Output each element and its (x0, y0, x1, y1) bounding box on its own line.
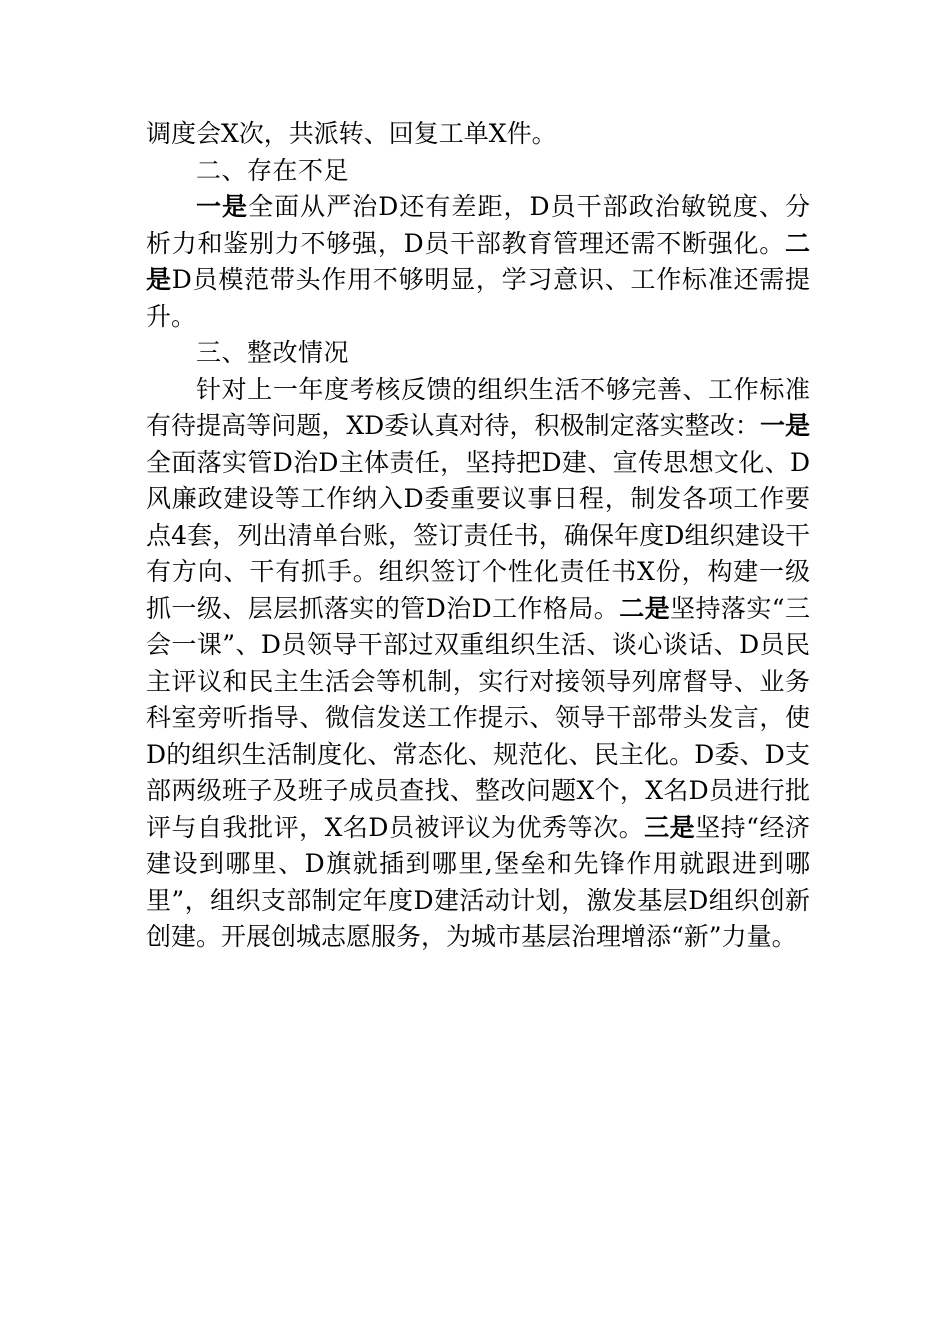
lead-first: 一是 (196, 192, 249, 221)
paragraph-work-dispatch: 调度会X次，共派转、回复工单X件。 (146, 119, 557, 148)
rectification-third-text: 坚持“经济建设到哪里、D旗就插到哪里,堡垒和先锋作用就跟进到哪里”，组织支部制定年度D建活动计划，激发基层D组织创新创建。开展创城志愿服务，为城市基层治理增添“新”力量。 (146, 812, 810, 951)
rectification-intro: 针对上一年度考核反馈的组织生活不够完善、工作标准有待提高等问题，XD委认真对待，积极制定落实整改： (146, 374, 810, 440)
section-heading-shortcomings: 二、存在不足 (196, 155, 350, 185)
rectification-second-text: 坚持落实“三会一课”、D员领导干部过双重组织生活、谈心谈话、D员民主评议和民主生活会等机制，实行对接领导列席督导、业务科室旁听指导、微信发送工作提示、领导干部带头发言，使D的组织生活制度化、常态化、规范化、民主化。D委、D支部两级班子及班子成员查找、整改问题X个，X名D员进行批评与自我批评，X名D员被评议为优秀等次。 (146, 593, 810, 842)
shortcoming-first-text: 全面从严治D还有差距，D员干部政治敏锐度、分析力和鉴别力不够强，D员干部教育管理还需不断强化。 (146, 192, 810, 258)
lead-first: 一是 (759, 411, 810, 440)
document-body (146, 116, 810, 956)
lead-second: 二是 (619, 593, 671, 623)
lead-second: 二是 (146, 228, 810, 294)
paragraph-shortcomings (146, 189, 810, 335)
section-heading-rectification: 三、整改情况 (196, 338, 350, 367)
rectification-first-text: 全面落实管D治D主体责任，坚持把D建、宣传思想文化、D风廉政建设等工作纳入D委重要议事日程，制发各项工作要点4套，列出清单台账，签订责任书，确保年度D组织建设干有方向、干有抓手。组织签订个性化责任书X份，构建一级抓一级、层层抓落实的管D治D工作格局。 (146, 447, 810, 623)
shortcoming-second-text: D员模范带头作用不够明显，学习意识、工作标准还需提升。 (146, 265, 810, 331)
paragraph-rectification (146, 372, 810, 956)
lead-third: 三是 (644, 812, 696, 842)
